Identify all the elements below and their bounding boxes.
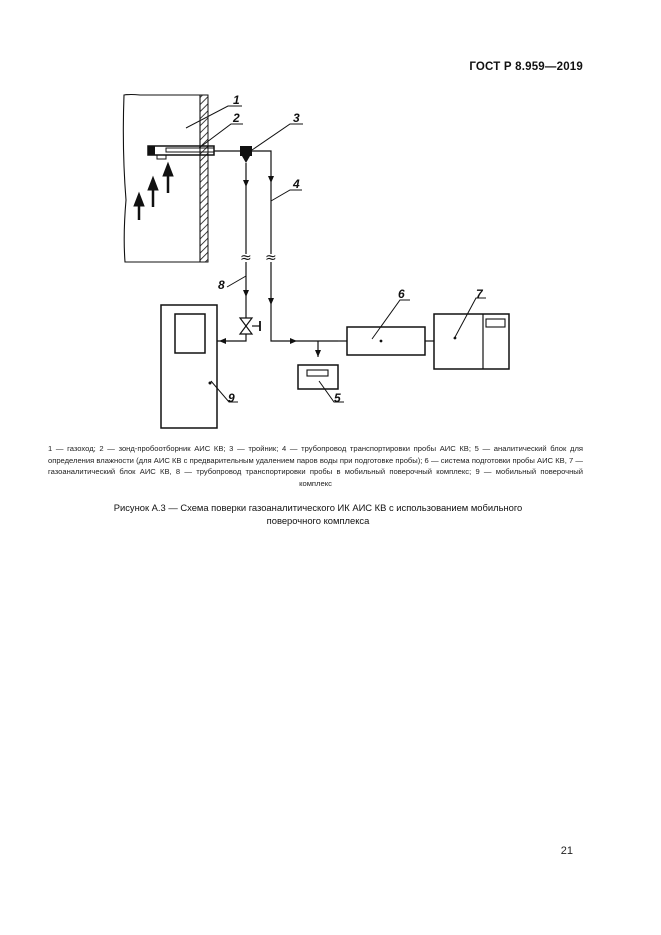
label-7: 7 <box>476 287 483 301</box>
moisture-analyzer-unit <box>298 341 338 389</box>
label-2: 2 <box>233 111 240 125</box>
gas-duct <box>123 95 208 263</box>
sampling-probe <box>148 146 240 159</box>
figure-caption: Рисунок А.3 — Схема поверки газоаналитического ИК АИС КВ с использованием мобильного поверочного комплекса <box>113 502 523 526</box>
label-5: 5 <box>334 391 341 405</box>
label-8: 8 <box>218 278 225 292</box>
tee-fitting <box>240 146 252 163</box>
position-labels <box>218 93 484 405</box>
shutoff-valve <box>240 318 260 334</box>
flow-arrows <box>134 163 173 220</box>
label-6: 6 <box>398 287 405 301</box>
gas-analyzer-block <box>434 314 509 369</box>
label-9: 9 <box>228 391 235 405</box>
sample-preparation-system <box>338 327 434 355</box>
break-mark-pipeline-8: ≈ <box>240 250 252 266</box>
label-3: 3 <box>293 111 300 125</box>
label-1: 1 <box>233 93 240 107</box>
break-mark-pipeline-4: ≈ <box>265 250 277 266</box>
figure-legend: 1 — газоход; 2 — зонд-пробоотборник АИС КВ; 3 — тройник; 4 — трубопровод транспортировки пробы АИС КВ; 5 — аналитический блок для определения влажности (для АИС КВ с предварительным удалением паров воды при подготовке пробы); 6 — система подготовки пробы АИС КВ, 7 — газоаналитический блок АИС КВ, 8 — трубопровод транспортировки пробы в мобильный поверочный комплекс; 9 — мобильный поверочный комплекс <box>48 444 583 488</box>
label-4: 4 <box>293 177 300 191</box>
page-number: 21 <box>560 845 573 857</box>
document-header: ГОСТ Р 8.959—2019 <box>469 61 583 73</box>
mobile-verification-complex <box>161 305 217 428</box>
